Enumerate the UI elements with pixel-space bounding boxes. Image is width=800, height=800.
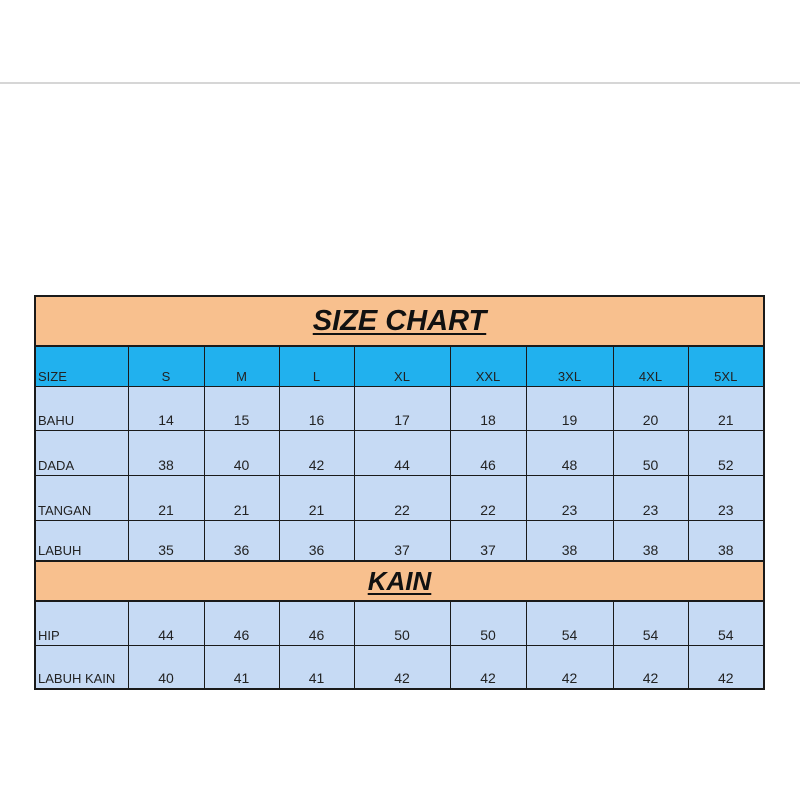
size-chart-title: SIZE CHART — [312, 304, 487, 337]
table-cell: 46 — [450, 431, 526, 476]
table-cell: 48 — [526, 431, 613, 476]
table-cell: 50 — [354, 602, 450, 646]
table-cell: 50 — [613, 431, 688, 476]
table-cell: 16 — [279, 387, 354, 431]
kain-table — [36, 602, 763, 688]
table-cell: 50 — [450, 602, 526, 646]
table-cell: 38 — [688, 521, 763, 561]
table-cell: 35 — [128, 521, 204, 561]
table-cell: 38 — [526, 521, 613, 561]
size-table — [36, 347, 763, 560]
table-cell: 40 — [128, 646, 204, 689]
row-label: LABUH KAIN — [36, 646, 128, 689]
header-cell: M — [204, 347, 279, 387]
table-cell: 54 — [613, 602, 688, 646]
table-cell: 14 — [128, 387, 204, 431]
table-cell: 23 — [688, 476, 763, 521]
table-cell: 23 — [613, 476, 688, 521]
kain-title-band — [36, 560, 763, 602]
header-cell: 5XL — [688, 347, 763, 387]
table-cell: 42 — [450, 646, 526, 689]
table-cell: 54 — [688, 602, 763, 646]
header-cell: S — [128, 347, 204, 387]
row-label: LABUH — [36, 521, 128, 561]
header-cell: SIZE — [36, 347, 128, 387]
table-cell: 46 — [204, 602, 279, 646]
table-row — [36, 387, 763, 431]
row-label: BAHU — [36, 387, 128, 431]
table-cell: 36 — [204, 521, 279, 561]
table-cell: 38 — [128, 431, 204, 476]
table-cell: 21 — [128, 476, 204, 521]
table-cell: 54 — [526, 602, 613, 646]
table-row — [36, 602, 763, 646]
table-cell: 40 — [204, 431, 279, 476]
table-cell: 42 — [526, 646, 613, 689]
table-cell: 52 — [688, 431, 763, 476]
table-cell: 23 — [526, 476, 613, 521]
table-cell: 42 — [354, 646, 450, 689]
size-header-row — [36, 347, 763, 387]
table-cell: 41 — [279, 646, 354, 689]
table-cell: 22 — [354, 476, 450, 521]
table-cell: 42 — [613, 646, 688, 689]
table-cell: 46 — [279, 602, 354, 646]
row-label: DADA — [36, 431, 128, 476]
table-cell: 41 — [204, 646, 279, 689]
row-label: HIP — [36, 602, 128, 646]
top-divider — [0, 82, 800, 84]
table-cell: 44 — [128, 602, 204, 646]
size-chart-title-band — [36, 297, 763, 347]
table-cell: 15 — [204, 387, 279, 431]
table-cell: 19 — [526, 387, 613, 431]
table-cell: 42 — [688, 646, 763, 689]
table-cell: 44 — [354, 431, 450, 476]
table-cell: 42 — [279, 431, 354, 476]
table-row — [36, 431, 763, 476]
row-label: TANGAN — [36, 476, 128, 521]
header-cell: XL — [354, 347, 450, 387]
table-cell: 22 — [450, 476, 526, 521]
table-row — [36, 521, 763, 561]
table-cell: 36 — [279, 521, 354, 561]
table-cell: 21 — [204, 476, 279, 521]
header-cell: XXL — [450, 347, 526, 387]
table-cell: 17 — [354, 387, 450, 431]
table-cell: 21 — [279, 476, 354, 521]
kain-title: KAIN — [367, 565, 432, 596]
table-row — [36, 476, 763, 521]
table-row — [36, 646, 763, 689]
size-chart — [34, 295, 765, 690]
header-cell: 4XL — [613, 347, 688, 387]
table-cell: 18 — [450, 387, 526, 431]
header-cell: 3XL — [526, 347, 613, 387]
table-cell: 37 — [354, 521, 450, 561]
header-cell: L — [279, 347, 354, 387]
table-cell: 21 — [688, 387, 763, 431]
table-cell: 20 — [613, 387, 688, 431]
table-cell: 37 — [450, 521, 526, 561]
table-cell: 38 — [613, 521, 688, 561]
